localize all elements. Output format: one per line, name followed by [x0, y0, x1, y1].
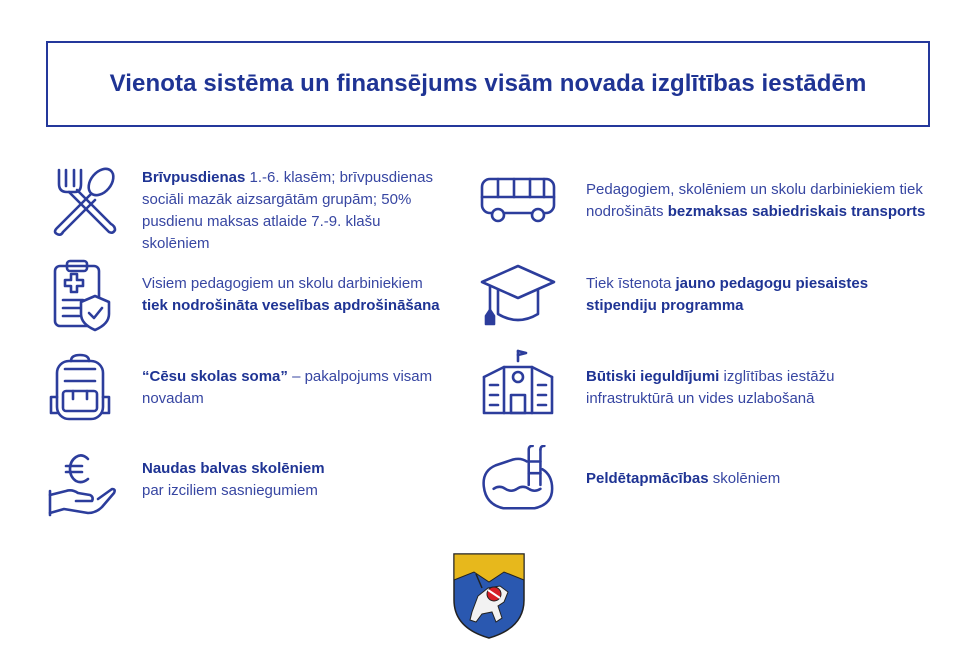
item-1-rest: 1.-6. klasēm; brīvpusdienas sociāli mazāk aizsargātām grupām; 50% pusdienu maksas atlaide 7.-9. klašu skolēniem	[142, 169, 433, 252]
item-6-bold: jauno pedagogu piesaistes stipendiju programma	[586, 275, 869, 314]
item-4-text	[142, 458, 442, 502]
coat-of-arms-logo	[452, 552, 526, 640]
school-building-icon	[478, 343, 558, 423]
item-1-bold: Brīvpusdienas	[142, 169, 246, 186]
title-box	[46, 41, 930, 127]
item-4-rest: par izciliem sasniegumiem	[142, 482, 318, 499]
item-7-rest: izglītības iestāžu infrastruktūrā un vides uzlabošanā	[586, 368, 835, 407]
item-3-rest: – pakalpojums visam novadam	[142, 368, 433, 407]
swimming-pool-icon	[478, 440, 558, 520]
backpack-icon	[40, 347, 120, 427]
item-3-text	[142, 366, 442, 410]
item-2-pre: Visiem pedagogiem un skolu darbiniekiem	[142, 275, 423, 292]
page-title: Vienota sistēma un finansējums visām novada izglītības iestādēm	[109, 70, 867, 97]
item-5-text	[586, 179, 956, 223]
item-6-pre: Tiek īstenota	[586, 275, 676, 292]
item-8-rest: skolēniem	[708, 470, 781, 487]
graduation-cap-icon	[478, 255, 558, 335]
item-3-bold: “Cēsu skolas soma”	[142, 368, 288, 385]
item-7-bold: Būtiski ieguldījumi	[586, 368, 720, 385]
euro-hand-icon	[42, 444, 122, 524]
fork-spoon-icon	[44, 160, 124, 240]
item-1-text	[142, 167, 452, 255]
item-2-bold: tiek nodrošināta veselības apdrošināšana	[142, 297, 440, 314]
item-5-pre: Pedagogiem, skolēniem un skolu darbiniekiem tiek nodrošināts	[586, 181, 923, 220]
item-4-bold: Naudas balvas skolēniem	[142, 460, 325, 477]
item-8-text	[586, 468, 886, 490]
item-8-bold: Peldētapmācības	[586, 470, 709, 487]
item-6-text	[586, 273, 896, 317]
item-7-text	[586, 366, 916, 410]
insurance-clipboard-icon	[40, 255, 120, 335]
item-2-text	[142, 273, 462, 317]
bus-icon	[478, 160, 558, 240]
item-5-bold: bezmaksas sabiedriskais transports	[667, 203, 926, 220]
